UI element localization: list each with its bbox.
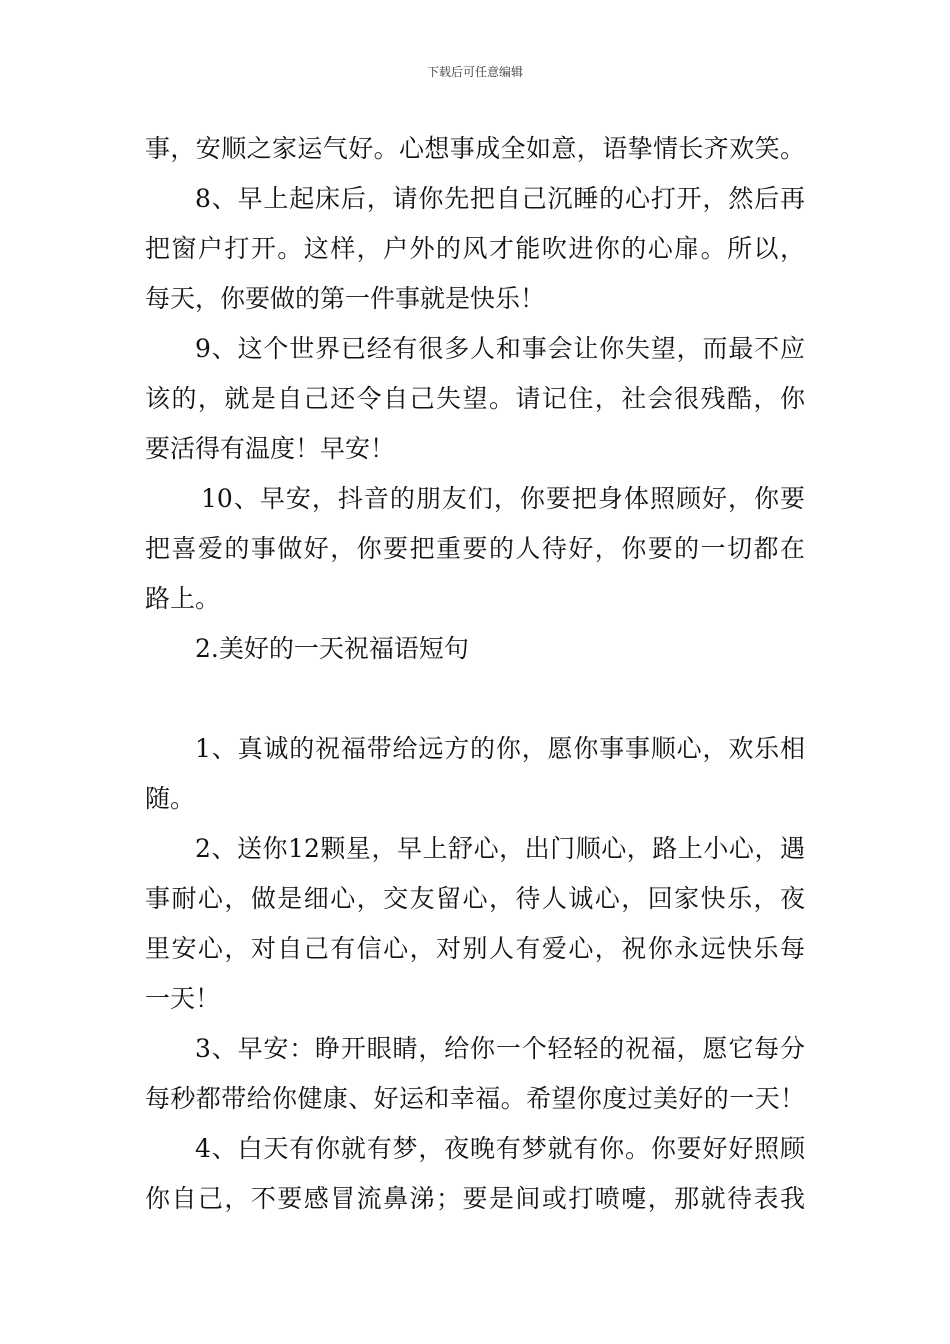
paragraph-line: 要活得有温度！早安！ bbox=[145, 434, 396, 463]
paragraph-line: 把喜爱的事做好，你要把重要的人待好，你要的一切都在 bbox=[145, 534, 805, 563]
paragraph-line: 事，安顺之家运气好。心想事成全如意，语挚情长齐欢笑。 bbox=[145, 134, 805, 163]
paragraph-line: 4、白天有你就有梦，夜晚有梦就有你。你要好好照顾 bbox=[195, 1134, 805, 1163]
paragraph-line: 路上。 bbox=[145, 584, 221, 613]
paragraph-line: 每秒都带给你健康、好运和幸福。希望你度过美好的一天！ bbox=[145, 1084, 805, 1113]
blank-line bbox=[145, 674, 810, 724]
paragraph-line: 1、真诚的祝福带给远方的你，愿你事事顺心，欢乐相 bbox=[195, 734, 805, 763]
paragraph-line: 里安心，对自己有信心，对别人有爱心，祝你永远快乐每 bbox=[145, 934, 805, 963]
paragraph-line: 2、送你12颗星，早上舒心，出门顺心，路上小心，遇 bbox=[195, 834, 805, 863]
document-body bbox=[145, 124, 810, 1224]
paragraph-line: 一天！ bbox=[145, 984, 221, 1013]
paragraph-line: 每天，你要做的第一件事就是快乐！ bbox=[145, 284, 546, 313]
paragraph-line: 随。 bbox=[145, 784, 196, 813]
paragraph-line: 10、早安，抖音的朋友们，你要把身体照顾好，你要 bbox=[201, 484, 805, 513]
paragraph-line: 该的，就是自己还令自己失望。请记住，社会很残酷，你 bbox=[145, 384, 805, 413]
paragraph-line: 把窗户打开。这样，户外的风才能吹进你的心扉。所以， bbox=[145, 234, 805, 263]
paragraph-line: 3、早安：睁开眼睛，给你一个轻轻的祝福，愿它每分 bbox=[195, 1034, 805, 1063]
section-heading: 2.美好的一天祝福语短句 bbox=[195, 634, 469, 663]
paragraph-line: 9、这个世界已经有很多人和事会让你失望，而最不应 bbox=[195, 334, 805, 363]
page-header: 下载后可任意编辑 bbox=[426, 65, 523, 79]
paragraph-line: 事耐心，做是细心，交友留心，待人诚心，回家快乐，夜 bbox=[145, 884, 805, 913]
paragraph-line: 你自己，不要感冒流鼻涕；要是间或打喷嚏，那就待表我 bbox=[145, 1184, 805, 1213]
paragraph-line: 8、早上起床后，请你先把自己沉睡的心打开，然后再 bbox=[195, 184, 805, 213]
